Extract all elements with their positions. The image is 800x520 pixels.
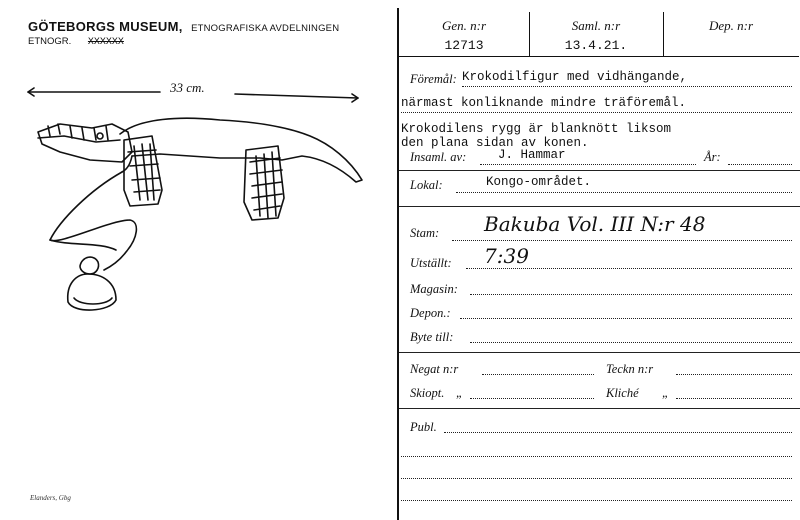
publ-dotline-3 (401, 478, 792, 479)
lokal-value: Kongo-området. (486, 175, 592, 189)
stam-dotline (452, 240, 792, 241)
saml-number-value: 13.4.21. (564, 38, 628, 53)
department-name: ETNOGRAFISKA AVDELNINGEN (191, 23, 340, 34)
gen-number-cell (399, 12, 530, 56)
separator (399, 408, 800, 409)
stam-label: Stam: (410, 226, 440, 240)
separator (399, 170, 800, 171)
publ-dotline-2 (401, 456, 792, 457)
insaml-value: J. Hammar (498, 148, 566, 162)
gen-number-value: 12713 (444, 38, 484, 53)
teckn-dotline (676, 374, 792, 375)
foremal-line-3: Krokodilens rygg är blanknött liksom (401, 122, 672, 136)
negat-label: Negat n:r (410, 362, 459, 376)
form-divider (397, 8, 399, 520)
byte-dotline (470, 342, 792, 343)
stam-value: Bakuba Vol. III N:r 48 (484, 212, 706, 236)
publ-label: Publ. (410, 420, 437, 434)
publ-dotline (444, 432, 792, 433)
skiopt-mark: „ (456, 386, 463, 400)
card-subheader (28, 36, 124, 48)
card-header (28, 18, 339, 36)
subheader-struck-text: XXXXXX (87, 37, 124, 48)
saml-number-label: Saml. n:r (571, 18, 621, 33)
publ-dotline-4 (401, 500, 792, 501)
kliche-mark: „ (662, 386, 669, 400)
utstallt-dotline (466, 268, 792, 269)
utstallt-value: 7:39 (484, 244, 529, 268)
saml-number-cell (529, 12, 664, 56)
depon-dotline (460, 318, 792, 319)
museum-name: GÖTEBORGS MUSEUM, (28, 19, 183, 34)
kliche-dotline (676, 398, 792, 399)
lokal-label: Lokal: (410, 178, 443, 192)
insaml-label: Insaml. av: (410, 150, 467, 164)
dep-number-cell (663, 12, 799, 56)
foremal-line-4: den plana sidan av konen. (401, 136, 589, 150)
skiopt-label: Skiopt. (410, 386, 445, 400)
foremal-line-2: närmast konliknande mindre träföremål. (401, 96, 687, 110)
insaml-dotline (480, 164, 696, 165)
printer-imprint: Elanders, Gbg (30, 494, 71, 502)
number-fields (399, 12, 799, 57)
foremal-label: Föremål: (410, 72, 457, 86)
utstallt-label: Utställt: (410, 256, 452, 270)
foremal-dotline (462, 86, 792, 87)
subheader-prefix: ETNOGR. (28, 36, 72, 47)
dep-number-label: Dep. n:r (708, 18, 754, 33)
foremal-line-1: Krokodilfigur med vidhängande, (462, 70, 688, 84)
magasin-dotline (470, 294, 792, 295)
negat-dotline (482, 374, 594, 375)
magasin-label: Magasin: (410, 282, 458, 296)
kliche-label: Kliché (606, 386, 639, 400)
separator (399, 206, 800, 207)
lokal-dotline (456, 192, 792, 193)
ar-dotline (728, 164, 792, 165)
depon-label: Depon.: (410, 306, 451, 320)
foremal-dotline-2 (401, 112, 792, 113)
ar-label: År: (704, 150, 721, 164)
crocodile-figure-drawing (20, 70, 390, 330)
skiopt-dotline (470, 398, 594, 399)
byte-label: Byte till: (410, 330, 454, 344)
gen-number-label: Gen. n:r (441, 18, 487, 33)
teckn-label: Teckn n:r (606, 362, 654, 376)
dimension-label: 33 cm. (170, 80, 205, 95)
separator (399, 352, 800, 353)
